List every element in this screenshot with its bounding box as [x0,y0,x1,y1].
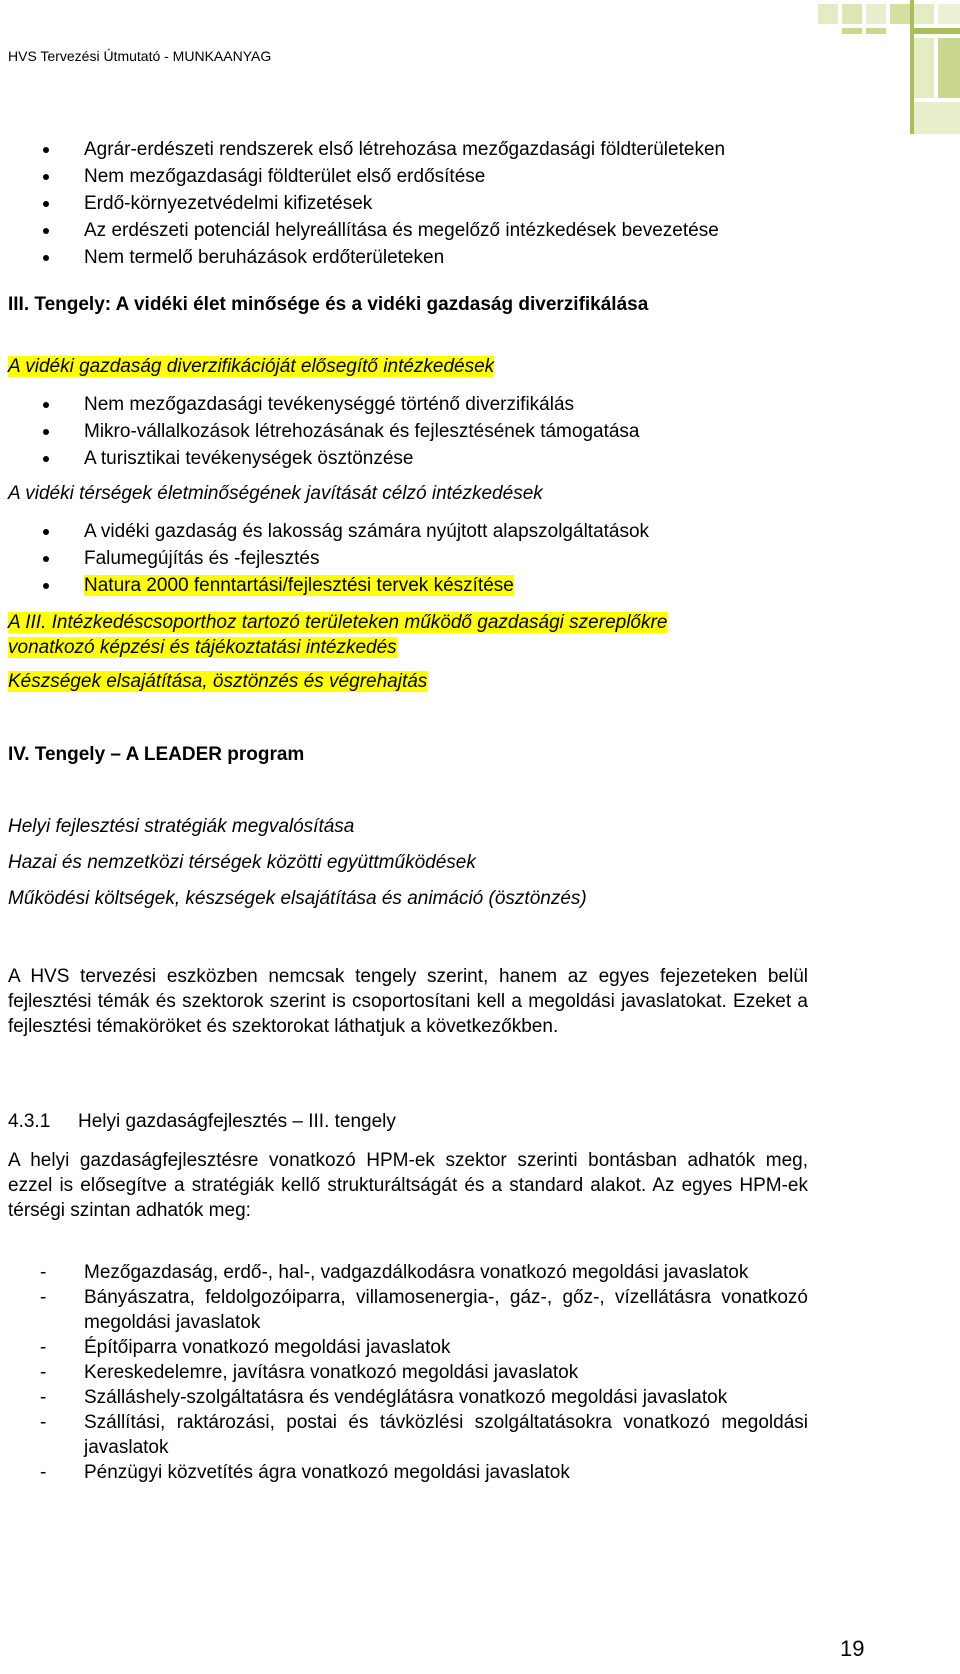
section-heading [8,1111,396,1133]
list-item-text: Szálláshely-szolgáltatásra és vendéglátásra vonatkozó megoldási javaslatok [84,1387,728,1408]
list-item [8,572,808,599]
highlighted-text: A III. Intézkedéscsoporthoz tartozó területeken működő gazdasági szereplőkre [8,612,668,633]
dash-marker: - [40,1287,47,1308]
paragraph-intro: A HVS tervezési eszközben nemcsak tengely szerint, hanem az egyes fejezeteken belül fejlesztési témák és szektorok szerint is csoportosítani kell a megoldási javaslatokat. Ezeket a fejlesztési témaköröket és szektorokat láthatjuk a következőkben. [8,966,808,1037]
dash-list-sectors [8,1260,808,1485]
list-item [8,1460,808,1485]
dash-marker: - [40,1337,47,1358]
dash-marker: - [40,1462,47,1483]
subheading-quality-of-life: A vidéki térségek életminőségének javítását célzó intézkedések [8,483,543,504]
highlighted-text: vonatkozó képzési és tájékoztatási intézkedés [8,637,397,658]
list-item: Mikro-vállalkozások létrehozásának és fejlesztésének támogatása [8,418,808,445]
bullet-list-quality-of-life [8,518,808,599]
list-item-text: Építőiparra vonatkozó megoldási javaslatok [84,1337,451,1358]
list-item [8,1360,808,1385]
subheading-training [8,610,667,660]
bullet-list-forestry [8,136,808,271]
highlighted-text: Natura 2000 fenntartási/fejlesztési tervek készítése [84,575,514,596]
axis3-heading: III. Tengely: A vidéki élet minősége és a vidéki gazdaság diverzifikálása [8,294,649,315]
logo-grid-decoration [818,0,960,142]
list-item: Az erdészeti potenciál helyreállítása és megelőző intézkedések bevezetése [8,217,808,244]
list-item-text: Kereskedelemre, javításra vonatkozó megoldási javaslatok [84,1362,579,1383]
bullet-list-diversification [8,391,808,472]
leader-item: Helyi fejlesztési stratégiák megvalósítása [8,816,355,837]
list-item-text: Bányászatra, feldolgozóiparra, villamosenergia-, gáz-, gőz-, vízellátásra vonatkozó megoldási javaslatok [84,1287,808,1333]
list-item: Agrár-erdészeti rendszerek első létrehozása mezőgazdasági földterületeken [8,136,808,163]
highlighted-text: Készségek elsajátítása, ösztönzés és végrehajtás [8,671,428,692]
paragraph-hpm: A helyi gazdaságfejlesztésre vonatkozó HPM-ek szektor szerinti bontásban adhatók meg, ezzel is elősegítve a stratégiák kellő strukturáltságát és a standard alakot. Az egyes HPM-ek térségi szintan adhatók meg: [8,1150,808,1221]
subheading-skills [8,671,427,693]
dash-marker: - [40,1362,47,1383]
list-item: A vidéki gazdaság és lakosság számára nyújtott alapszolgáltatások [8,518,808,545]
list-item: Nem mezőgazdasági földterület első erdősítése [8,163,808,190]
highlighted-text: A vidéki gazdaság diverzifikációját elősegítő intézkedések [8,356,495,377]
section-number: 4.3.1 [8,1111,51,1132]
running-header-title: HVS Tervezési Útmutató - MUNKAANYAG [8,48,272,64]
list-item [8,1335,808,1360]
list-item [8,1260,808,1285]
list-item-text: Mezőgazdaság, erdő-, hal-, vadgazdálkodásra vonatkozó megoldási javaslatok [84,1262,749,1283]
list-item [8,1285,808,1335]
leader-item: Hazai és nemzetközi térségek közötti együttműködések [8,852,476,873]
list-item: Erdő-környezetvédelmi kifizetések [8,190,808,217]
list-item: Nem mezőgazdasági tevékenységgé történő diverzifikálás [8,391,808,418]
list-item: A turisztikai tevékenységek ösztönzése [8,445,808,472]
list-item-text: Pénzügyi közvetítés ágra vonatkozó megoldási javaslatok [84,1462,570,1483]
list-item [8,1385,808,1410]
axis4-heading: IV. Tengely – A LEADER program [8,744,305,765]
list-item-text: Szállítási, raktározási, postai és távközlési szolgáltatásokra vonatkozó megoldási javaslatok [84,1412,808,1458]
subheading-diversification [8,356,494,378]
list-item [8,1410,808,1460]
page-number: 19 [840,1636,865,1661]
dash-marker: - [40,1262,47,1283]
section-title: Helyi gazdaságfejlesztés – III. tengely [78,1111,396,1132]
dash-marker: - [40,1387,47,1408]
list-item: Nem termelő beruházások erdőterületeken [8,244,808,271]
list-item: Falumegújítás és -fejlesztés [8,545,808,572]
dash-marker: - [40,1412,47,1433]
leader-item: Működési költségek, készségek elsajátítása és animáció (ösztönzés) [8,888,587,909]
